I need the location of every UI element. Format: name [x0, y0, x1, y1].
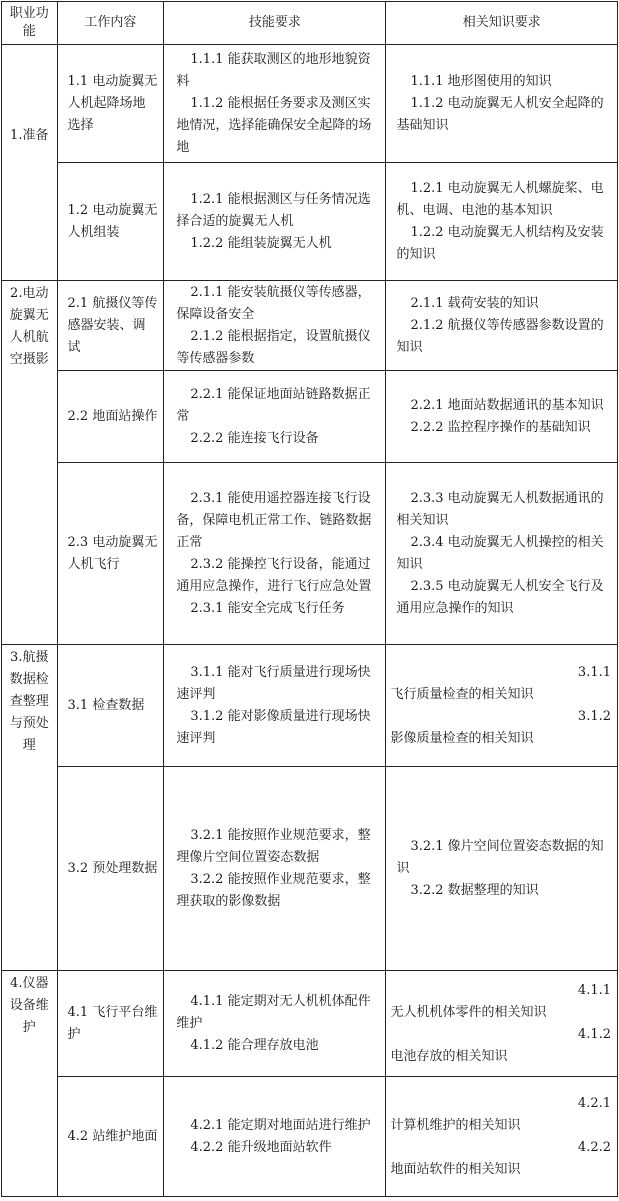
knowledge-item: 1.2.1 电动旋翼无人机螺旋桨、电机、电调、电池的基本知识: [396, 180, 604, 218]
header-work: 工作内容: [57, 2, 164, 45]
skill-item: 3.2.1 能按照作业规范要求，整理像片空间位置姿态数据: [176, 827, 371, 865]
domain-label: 3.航摄数据检查整理与预处理: [9, 650, 49, 753]
knowledge-item: 1.2.2 电动旋翼无人机结构及安装的知识: [396, 224, 604, 262]
domain-label: 1.准备: [10, 128, 49, 143]
work-cell: 2.2 地面站操作: [57, 371, 164, 463]
knowledge-cell: [386, 371, 618, 463]
work-cell: 1.1 电动旋翼无人机起降场地选择: [57, 45, 164, 163]
work-cell: 2.1 航摄仪等传感器安装、调试: [57, 281, 164, 371]
skill-item: 1.2.1 能根据测区与任务情况选择合适的旋翼无人机: [176, 191, 371, 229]
skill-item: 3.2.2 能按照作业规范要求，整理获取的影像数据: [176, 871, 371, 909]
knowledge-number: 4.1.1: [577, 982, 611, 998]
knowledge-item: 3.2.1 像片空间位置姿态数据的知识: [396, 838, 604, 876]
knowledge-number: 3.1.2: [577, 708, 611, 724]
skill-item: 3.1.2 能对影像质量进行现场快速评判: [176, 708, 371, 746]
knowledge-item: 2.2.1 地面站数据通讯的基本知识: [410, 397, 604, 413]
knowledge-item: 2.3.5 电动旋翼无人机安全飞行及通用应急操作的知识: [396, 578, 604, 616]
header-domain: 职业功能: [2, 2, 58, 45]
skill-item: 4.1.1 能定期对无人机机体配件维护: [176, 993, 371, 1031]
knowledge-item: 2.2.2 监控程序操作的基础知识: [410, 419, 591, 435]
skill-item: 2.3.1 能使用遥控器连接飞行设备，保障电机正常工作、链路数据正常: [176, 490, 372, 550]
skill-item: 2.2.1 能保证地面站链路数据正常: [176, 386, 371, 424]
work-cell: 1.2 电动旋翼无人机组装: [57, 163, 164, 281]
knowledge-item: 1.1.1 地形图使用的知识: [410, 73, 552, 89]
knowledge-cell: [386, 45, 618, 163]
domain-cell: [2, 645, 58, 971]
skill-item: 2.2.2 能连接飞行设备: [190, 430, 319, 446]
skill-item: 4.2.1 能定期对地面站进行维护: [190, 1117, 371, 1133]
skill-cell: [164, 163, 386, 281]
knowledge-number: 4.1.2: [577, 1026, 611, 1042]
knowledge-item: 飞行质量检查的相关知识: [390, 686, 534, 702]
table-row: [2, 1077, 618, 1197]
domain-cell: [2, 971, 58, 1197]
knowledge-item: 2.1.1 载荷安装的知识: [410, 295, 539, 311]
skill-cell: [164, 971, 386, 1077]
knowledge-cell: [386, 281, 618, 371]
table-row: [2, 767, 618, 971]
knowledge-item: 2.1.2 航摄仪等传感器参数设置的知识: [396, 317, 604, 355]
knowledge-cell: [386, 1077, 618, 1197]
skill-item: 2.3.2 能操控飞行设备，能通过通用应急操作，进行飞行应急处置: [176, 556, 372, 594]
skill-cell: [164, 645, 386, 767]
knowledge-cell: [386, 971, 618, 1077]
knowledge-item: 影像质量检查的相关知识: [390, 730, 534, 746]
skill-cell: [164, 281, 386, 371]
skill-item: 1.1.1 能获取测区的地形地貌资料: [176, 51, 371, 89]
table-row: [2, 645, 618, 767]
skill-cell: [164, 371, 386, 463]
table-row: [2, 371, 618, 463]
knowledge-item: 地面站软件的相关知识: [390, 1161, 521, 1177]
domain-cell: [2, 45, 58, 281]
knowledge-number: 3.1.1: [577, 664, 611, 680]
skill-item: 2.1.1 能安装航摄仪等传感器，保障设备安全: [176, 284, 371, 322]
skill-cell: [164, 767, 386, 971]
table-row: [2, 971, 618, 1077]
work-cell: 4.1 飞行平台维护: [57, 971, 164, 1077]
knowledge-item: 2.3.3 电动旋翼无人机数据通讯的相关知识: [396, 490, 604, 528]
table-row: [2, 45, 618, 163]
skill-item: 3.1.1 能对飞行质量进行现场快速评判: [176, 664, 371, 702]
skill-item: 2.3.1 能安全完成飞行任务: [190, 600, 345, 616]
skill-item: 2.1.2 能根据指定，设置航摄仪等传感器参数: [176, 328, 371, 366]
table-row: [2, 463, 618, 645]
skill-item: 4.2.2 能升级地面站软件: [190, 1139, 332, 1155]
domain-label: 2.电动旋翼无人机航空摄影: [9, 286, 49, 367]
work-cell: 3.2 预处理数据: [57, 767, 164, 971]
skill-item: 1.2.2 能组装旋翼无人机: [190, 235, 332, 251]
work-cell: 2.3 电动旋翼无人机飞行: [57, 463, 164, 645]
occupation-standard-table: [1, 1, 618, 1197]
knowledge-number: 4.2.2: [577, 1139, 611, 1155]
table-header-row: [2, 2, 618, 45]
skill-item: 4.1.2 能合理存放电池: [190, 1037, 319, 1053]
skill-item: 1.1.2 能根据任务要求及测区实地情况，选择能确保安全起降的场地: [176, 95, 372, 155]
skill-cell: [164, 463, 386, 645]
work-cell: 3.1 检查数据: [57, 645, 164, 767]
domain-cell: [2, 281, 58, 645]
header-knowledge: 相关知识要求: [386, 2, 618, 45]
knowledge-item: 无人机机体零件的相关知识: [390, 1004, 547, 1020]
table-row: [2, 281, 618, 371]
skill-cell: [164, 45, 386, 163]
knowledge-item: 计算机维护的相关知识: [390, 1117, 521, 1133]
knowledge-cell: [386, 463, 618, 645]
knowledge-item: 2.3.4 电动旋翼无人机操控的相关知识: [396, 534, 604, 572]
knowledge-number: 4.2.1: [577, 1095, 611, 1111]
knowledge-cell: [386, 645, 618, 767]
table-row: [2, 163, 618, 281]
domain-label: 4.仪器设备维护: [9, 976, 49, 1035]
work-cell: 4.2 站维护地面: [57, 1077, 164, 1197]
knowledge-item: 电池存放的相关知识: [390, 1048, 508, 1064]
knowledge-cell: [386, 163, 618, 281]
knowledge-item: 3.2.2 数据整理的知识: [410, 882, 539, 898]
skill-cell: [164, 1077, 386, 1197]
knowledge-cell: [386, 767, 618, 971]
knowledge-item: 1.1.2 电动旋翼无人机安全起降的基础知识: [396, 95, 604, 133]
header-skill: 技能要求: [164, 2, 386, 45]
